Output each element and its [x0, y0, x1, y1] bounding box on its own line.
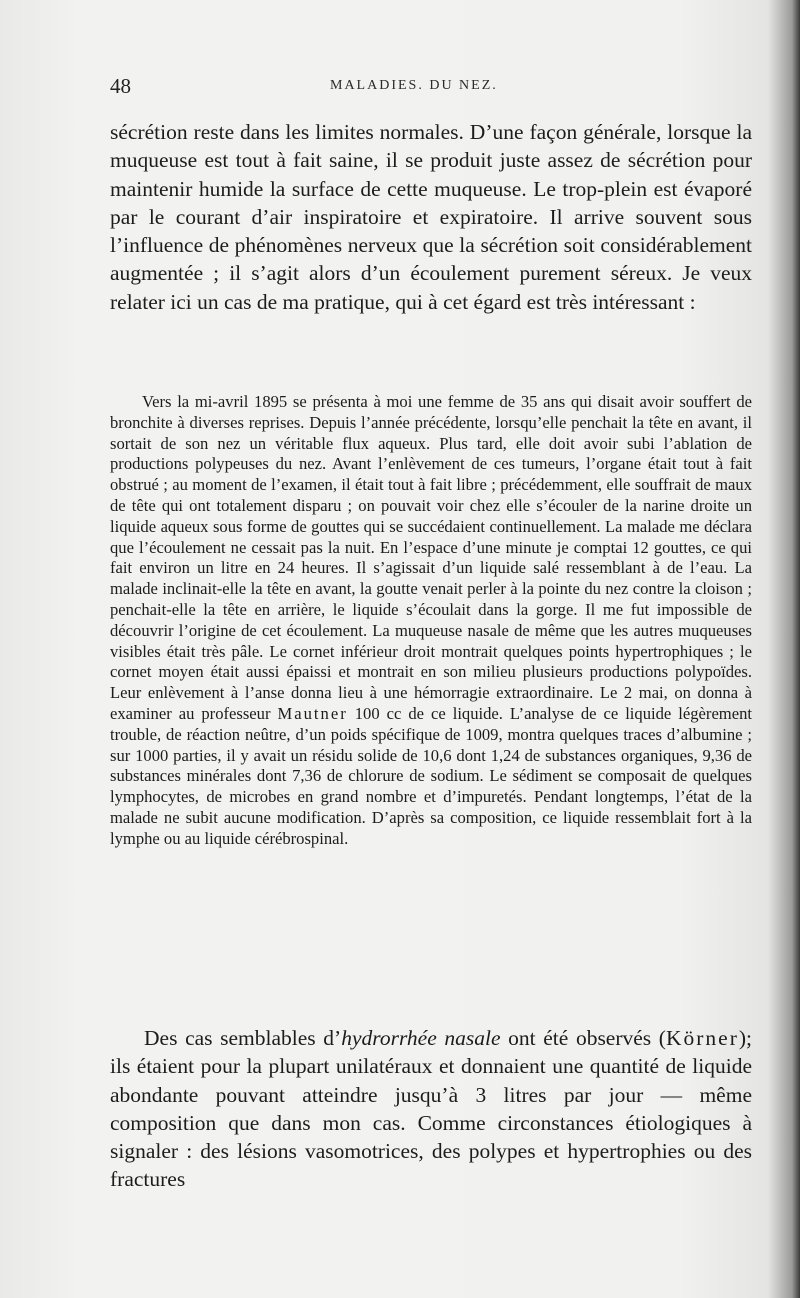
paragraph-2-part-b: ont été observés (	[500, 1026, 666, 1050]
author-name-korner: Körner	[665, 1026, 739, 1050]
case-report-text-start: Vers la mi-avril 1895 se présenta à moi une femme de 35 ans qui disait avoir souffert de bronchite à diverses reprises. Depuis l’année précédente, lorsqu’elle penchait la tête en avant, il sortait de son nez un véritable flux aqueux. Plus tard, elle doit avoir subi l’ablation de productions polypeuses du nez. Avant l’enlèvement de ces tumeurs, l’organe était tout à fait obstrué ; au moment de l’examen, il était tout à fait libre ; précédemment, elle souffrait de maux de tête qui ont totalement disparu ; on pouvait voir chez elle s’écouler de la narine droite un liquide aqueux sous forme de gouttes qui se succédaient continuellement. La malade me déclara que l’écoulement ne cessait pas la nuit. En l’espace d’une minute je comptai 12 gouttes, ce qui fait environ un litre en 24 heures. Il s’agissait d’un liquide salé ressemblant à de l’eau. La malade inclinait-elle la tête en avant, la goutte venait perler à la pointe du nez contre la cloison ; penchait-elle la tête en arrière, le liquide s’écoulait dans la gorge. Il me fut impossible de découvrir l’origine de cet écoulement. La muqueuse nasale de même que les autres muqueuses visibles était très pâle. Le cornet inférieur droit montrait quelques points hypertrophiques ; le cornet moyen était aussi épaissi et montrait en son milieu plusieurs productions polypoïdes. Leur enlèvement à l’anse donna lieu à une hémorragie extraordinaire. Le 2 mai, on donna à examiner au professeur	[110, 392, 752, 723]
author-name-mautner: Mautner	[277, 703, 348, 723]
body-paragraph-2	[110, 1024, 752, 1194]
page-header	[110, 74, 750, 104]
body-paragraph-1: sécrétion reste dans les limites normales. D’une façon générale, lorsque la muqueuse est tout à fait saine, il se produit juste assez de sécrétion pour maintenir humide la surface de cette muqueuse. Le trop-plein est évaporé par le courant d’air inspiratoire et expiratoire. Il arrive souvent sous l’influence de phénomènes nerveux que la sécrétion soit considérablement augmentée ; il s’agit alors d’un écoulement purement séreux. Je veux relater ici un cas de ma pratique, qui à cet égard est très intéressant :	[110, 120, 752, 314]
paragraph-2-part-c: ); ils étaient pour la plupart unilatéraux et donnaient une quantité de liquide abondante pouvant atteindre jusqu’à 3 litres par jour — même composition que dans mon cas. Comme circonstances étiologiques à signaler : des lésions vasomotrices, des polypes et hypertrophies ou des fractures	[110, 1026, 752, 1192]
case-report-paragraph	[110, 392, 752, 850]
case-report-text-end: 100 cc de ce liquide. L’analyse de ce liquide légèrement trouble, de réaction neûtre, d’un poids spécifique de 1009, montra quelques traces d’albumine ; sur 1000 parties, il y avait un résidu solide de 10,6 dont 1,24 de substances organiques, 9,36 de substances minérales dont 7,36 de chlorure de sodium. Le sédiment se composait de quelques lymphocytes, de microbes en grand nombre et d’impuretés. Pendant longtemps, l’état de la malade ne subit aucune modification. D’après sa composition, ce liquide ressemblait fort à la lymphe ou au liquide cérébrospinal.	[110, 703, 752, 848]
paragraph-2-part-a: Des cas semblables d’	[144, 1026, 342, 1050]
running-title: MALADIES. DU NEZ.	[330, 78, 498, 93]
italic-term-hydrorrhee: hydrorrhée nasale	[341, 1026, 501, 1050]
page-number: 48	[110, 74, 131, 98]
